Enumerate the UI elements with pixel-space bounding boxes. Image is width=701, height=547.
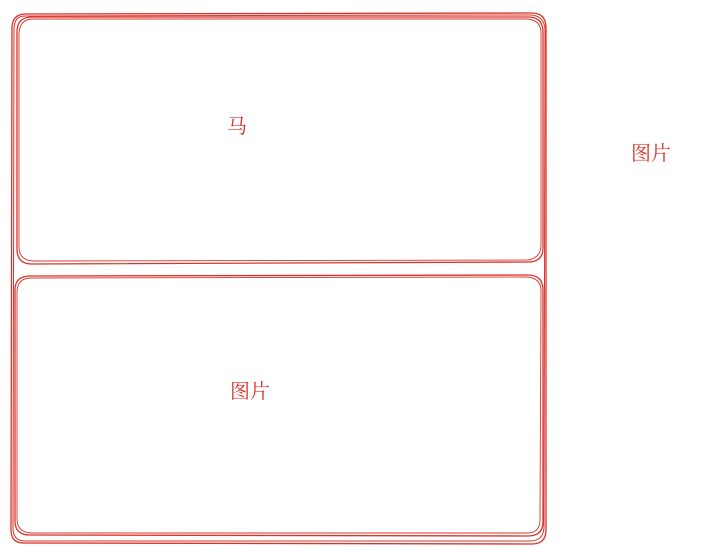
outside-label: 图片 [631, 141, 671, 165]
bottom-panel-label: 图片 [230, 379, 270, 403]
bottom-panel-shape [15, 275, 543, 536]
outer-container [11, 13, 546, 544]
top-panel-shape [17, 17, 543, 264]
top-panel-label: 马 [227, 114, 247, 138]
